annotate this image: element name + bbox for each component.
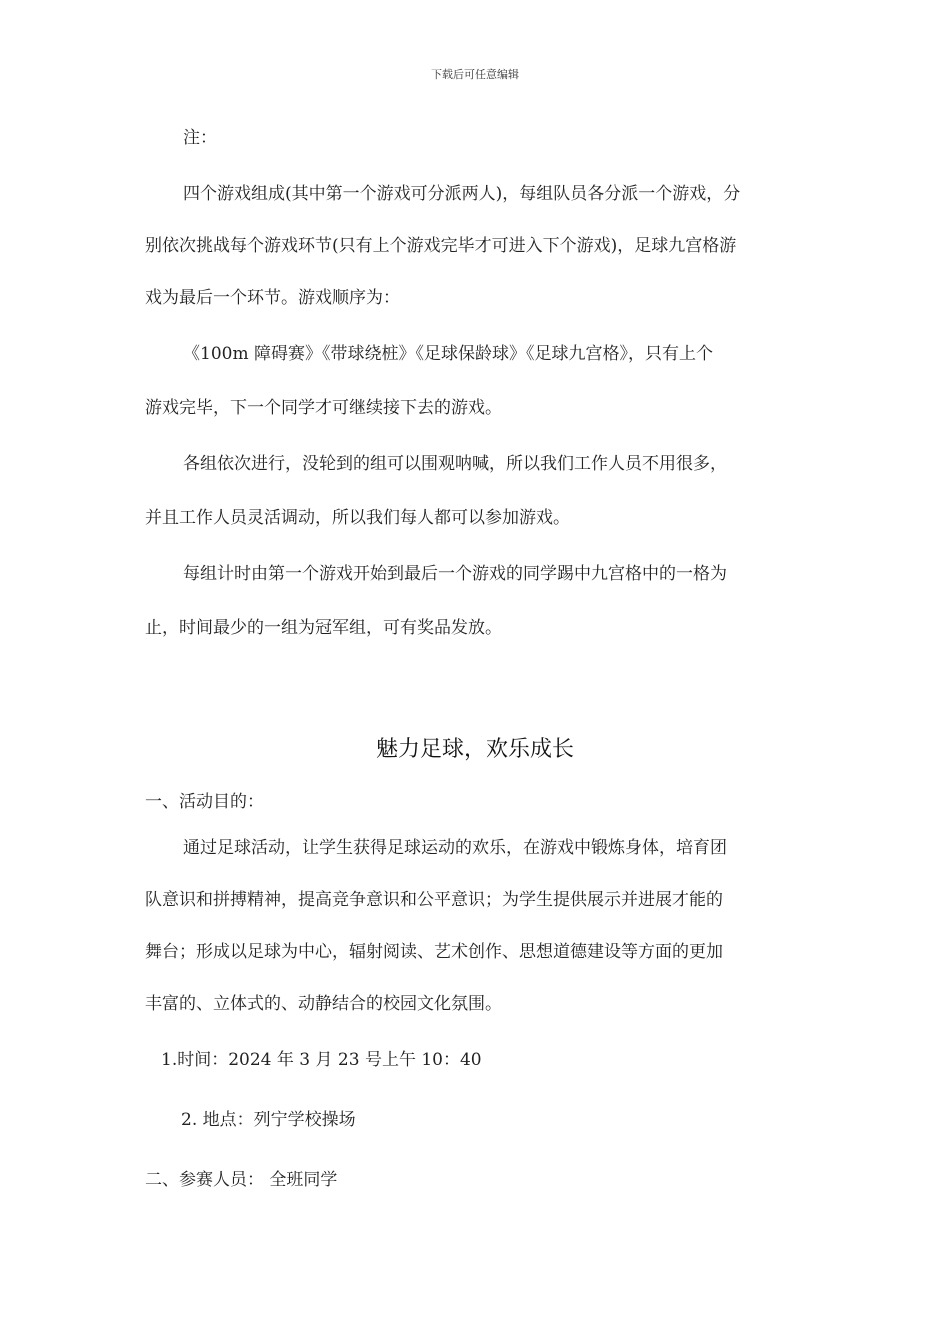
paragraph-line: 各组依次进行，没轮到的组可以围观呐喊，所以我们工作人员不用很多，: [183, 454, 727, 474]
paragraph-line: 《100m 障碍赛》《带球绕桩》《足球保龄球》《足球九宫格》，只有上个: [183, 344, 713, 364]
paragraph-line: 并且工作人员灵活调动，所以我们每人都可以参加游戏。: [145, 508, 570, 528]
page-header: 下载后可任意编辑: [431, 68, 519, 81]
paragraph-line: 别依次挑战每个游戏环节(只有上个游戏完毕才可进入下个游戏)，足球九宫格游: [145, 236, 737, 256]
section-title: 魅力足球，欢乐成长: [375, 737, 574, 762]
paragraph-line: 队意识和拼搏精神，提高竞争意识和公平意识；为学生提供展示并进展才能的: [145, 890, 723, 910]
event-time: 1.时间：2024 年 3 月 23 号上午 10：40: [161, 1050, 482, 1070]
paragraph-line: 游戏完毕，下一个同学才可继续接下去的游戏。: [145, 398, 502, 418]
section-heading: 一、活动目的：: [145, 792, 264, 812]
paragraph-line: 每组计时由第一个游戏开始到最后一个游戏的同学踢中九宫格中的一格为: [183, 564, 727, 584]
paragraph-line: 戏为最后一个环节。游戏顺序为：: [145, 288, 400, 308]
event-place: 2. 地点：列宁学校操场: [181, 1110, 356, 1130]
note-label: 注：: [183, 128, 217, 148]
paragraph-line: 丰富的、立体式的、动静结合的校园文化氛围。: [145, 994, 502, 1014]
section-heading: 二、参赛人员： 全班同学: [145, 1170, 338, 1190]
paragraph-line: 止，时间最少的一组为冠军组，可有奖品发放。: [145, 618, 502, 638]
paragraph-line: 四个游戏组成(其中第一个游戏可分派两人)，每组队员各分派一个游戏，分: [183, 184, 741, 204]
paragraph-line: 通过足球活动，让学生获得足球运动的欢乐，在游戏中锻炼身体，培育团: [183, 838, 727, 858]
paragraph-line: 舞台；形成以足球为中心，辐射阅读、艺术创作、思想道德建设等方面的更加: [145, 942, 723, 962]
